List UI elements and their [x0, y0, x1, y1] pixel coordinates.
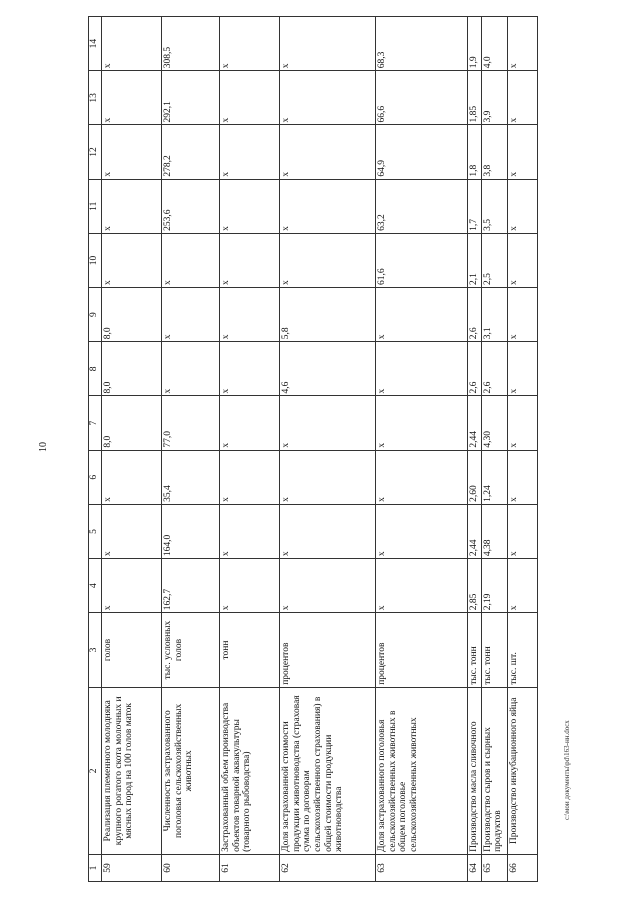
value-cell: x: [376, 342, 468, 396]
indicator-name: Застрахованный объем производства объектов товарной аквакультуры (товарного рыбоводства): [220, 687, 280, 854]
unit-cell: голов: [102, 613, 162, 688]
value-cell: 1,7: [468, 179, 482, 233]
value-cell: x: [507, 504, 537, 558]
header-cell: 13: [89, 71, 102, 125]
value-cell: 61,6: [376, 233, 468, 287]
rotated-table-container: [88, 16, 616, 882]
value-cell: x: [507, 17, 537, 71]
value-cell: x: [220, 17, 280, 71]
value-cell: x: [102, 559, 162, 613]
value-cell: x: [280, 450, 376, 504]
row-number: 63: [376, 854, 468, 881]
value-cell: 4,30: [481, 396, 507, 450]
indicator-name: Доля застрахованного поголовья сельскохозяйственных животных в общем поголовье сельскохозяйственных животных: [376, 687, 468, 854]
header-cell: 7: [89, 396, 102, 450]
indicator-name: Численность застрахованного поголовья сельскохозяйственных животных: [162, 687, 220, 854]
value-cell: 1,85: [468, 71, 482, 125]
value-cell: x: [102, 504, 162, 558]
value-cell: x: [102, 233, 162, 287]
value-cell: 4,38: [481, 504, 507, 558]
value-cell: x: [102, 17, 162, 71]
value-cell: 2,6: [468, 288, 482, 342]
indicator-name: Реализация племенного молодняка крупного рогатого скота молочных и мясных пород на 100 голов маток: [102, 687, 162, 854]
row-number: 62: [280, 854, 376, 881]
value-cell: 3,1: [481, 288, 507, 342]
header-cell: 9: [89, 288, 102, 342]
value-cell: 3,8: [481, 125, 507, 179]
value-cell: x: [507, 342, 537, 396]
table-row: [507, 17, 537, 882]
value-cell: 4,6: [280, 342, 376, 396]
value-cell: x: [220, 233, 280, 287]
value-cell: 35,4: [162, 450, 220, 504]
value-cell: x: [220, 288, 280, 342]
indicators-table: [88, 16, 538, 882]
unit-cell: тыс. тонн: [468, 613, 482, 688]
value-cell: 2,1: [468, 233, 482, 287]
value-cell: x: [507, 125, 537, 179]
unit-cell: тыс. условных голов: [162, 613, 220, 688]
value-cell: x: [507, 559, 537, 613]
value-cell: x: [102, 125, 162, 179]
value-cell: x: [376, 288, 468, 342]
value-cell: x: [220, 179, 280, 233]
header-cell: 2: [89, 687, 102, 854]
indicator-name: Производство масла сливочного: [468, 687, 482, 854]
value-cell: x: [220, 504, 280, 558]
value-cell: 2,19: [481, 559, 507, 613]
value-cell: x: [220, 71, 280, 125]
value-cell: 8,0: [102, 342, 162, 396]
file-path-footer: c:\мои документы\pd\163-нн.docx: [563, 720, 571, 820]
row-number: 64: [468, 854, 482, 881]
header-row: [89, 17, 102, 882]
row-number: 61: [220, 854, 280, 881]
value-cell: 2,44: [468, 504, 482, 558]
value-cell: x: [507, 450, 537, 504]
value-cell: 4,0: [481, 17, 507, 71]
value-cell: x: [376, 559, 468, 613]
header-cell: 11: [89, 179, 102, 233]
value-cell: x: [507, 71, 537, 125]
value-cell: 164,0: [162, 504, 220, 558]
indicator-name: Производство инкубационного яйца: [507, 687, 537, 854]
value-cell: 1,9: [468, 17, 482, 71]
value-cell: x: [162, 233, 220, 287]
value-cell: x: [376, 396, 468, 450]
value-cell: x: [280, 179, 376, 233]
value-cell: x: [507, 396, 537, 450]
value-cell: 278,2: [162, 125, 220, 179]
table-row: [162, 17, 220, 882]
value-cell: 77,0: [162, 396, 220, 450]
table-row: [376, 17, 468, 882]
value-cell: x: [280, 71, 376, 125]
indicator-name: Производство сыров и сырных продуктов: [481, 687, 507, 854]
row-number: 59: [102, 854, 162, 881]
table-row: [102, 17, 162, 882]
value-cell: x: [507, 288, 537, 342]
value-cell: 8,0: [102, 288, 162, 342]
value-cell: 253,6: [162, 179, 220, 233]
unit-cell: тонн: [220, 613, 280, 688]
value-cell: 2,6: [468, 342, 482, 396]
value-cell: 3,5: [481, 179, 507, 233]
value-cell: 2,44: [468, 396, 482, 450]
value-cell: x: [376, 450, 468, 504]
value-cell: x: [507, 179, 537, 233]
value-cell: x: [162, 288, 220, 342]
value-cell: x: [280, 17, 376, 71]
unit-cell: тыс. тонн: [481, 613, 507, 688]
row-number: 66: [507, 854, 537, 881]
value-cell: 2,5: [481, 233, 507, 287]
value-cell: x: [220, 450, 280, 504]
value-cell: x: [280, 559, 376, 613]
value-cell: x: [220, 559, 280, 613]
value-cell: 2,85: [468, 559, 482, 613]
unit-cell: процентов: [280, 613, 376, 688]
value-cell: 308,5: [162, 17, 220, 71]
header-cell: 5: [89, 504, 102, 558]
table-row: [280, 17, 376, 882]
value-cell: x: [220, 125, 280, 179]
value-cell: 66,6: [376, 71, 468, 125]
unit-cell: процентов: [376, 613, 468, 688]
value-cell: 1,8: [468, 125, 482, 179]
value-cell: 2,6: [481, 342, 507, 396]
value-cell: x: [220, 396, 280, 450]
value-cell: 162,7: [162, 559, 220, 613]
value-cell: x: [102, 450, 162, 504]
value-cell: x: [280, 125, 376, 179]
value-cell: 63,2: [376, 179, 468, 233]
value-cell: x: [280, 396, 376, 450]
header-cell: 3: [89, 613, 102, 688]
value-cell: 8,0: [102, 396, 162, 450]
value-cell: x: [102, 179, 162, 233]
header-cell: 14: [89, 17, 102, 71]
value-cell: 64,9: [376, 125, 468, 179]
value-cell: 68,3: [376, 17, 468, 71]
indicator-name: Доля застрахованной стоимости продукции животноводства (страховая сумма по договорам сельскохозяйственного страхования) в общей стоимости продукции животноводства: [280, 687, 376, 854]
header-cell: 4: [89, 559, 102, 613]
table-row: [481, 17, 507, 882]
value-cell: 2,60: [468, 450, 482, 504]
table-row: [468, 17, 482, 882]
value-cell: x: [376, 504, 468, 558]
value-cell: 1,24: [481, 450, 507, 504]
unit-cell: тыс. шт.: [507, 613, 537, 688]
value-cell: 5,8: [280, 288, 376, 342]
header-cell: 1: [89, 854, 102, 881]
value-cell: x: [162, 342, 220, 396]
value-cell: 3,9: [481, 71, 507, 125]
value-cell: x: [280, 504, 376, 558]
row-number: 60: [162, 854, 220, 881]
header-cell: 6: [89, 450, 102, 504]
value-cell: x: [280, 233, 376, 287]
header-cell: 8: [89, 342, 102, 396]
row-number: 65: [481, 854, 507, 881]
value-cell: x: [102, 71, 162, 125]
value-cell: x: [507, 233, 537, 287]
value-cell: 292,1: [162, 71, 220, 125]
value-cell: x: [220, 342, 280, 396]
header-cell: 10: [89, 233, 102, 287]
page-number: 10: [38, 442, 49, 452]
header-cell: 12: [89, 125, 102, 179]
table-row: [220, 17, 280, 882]
